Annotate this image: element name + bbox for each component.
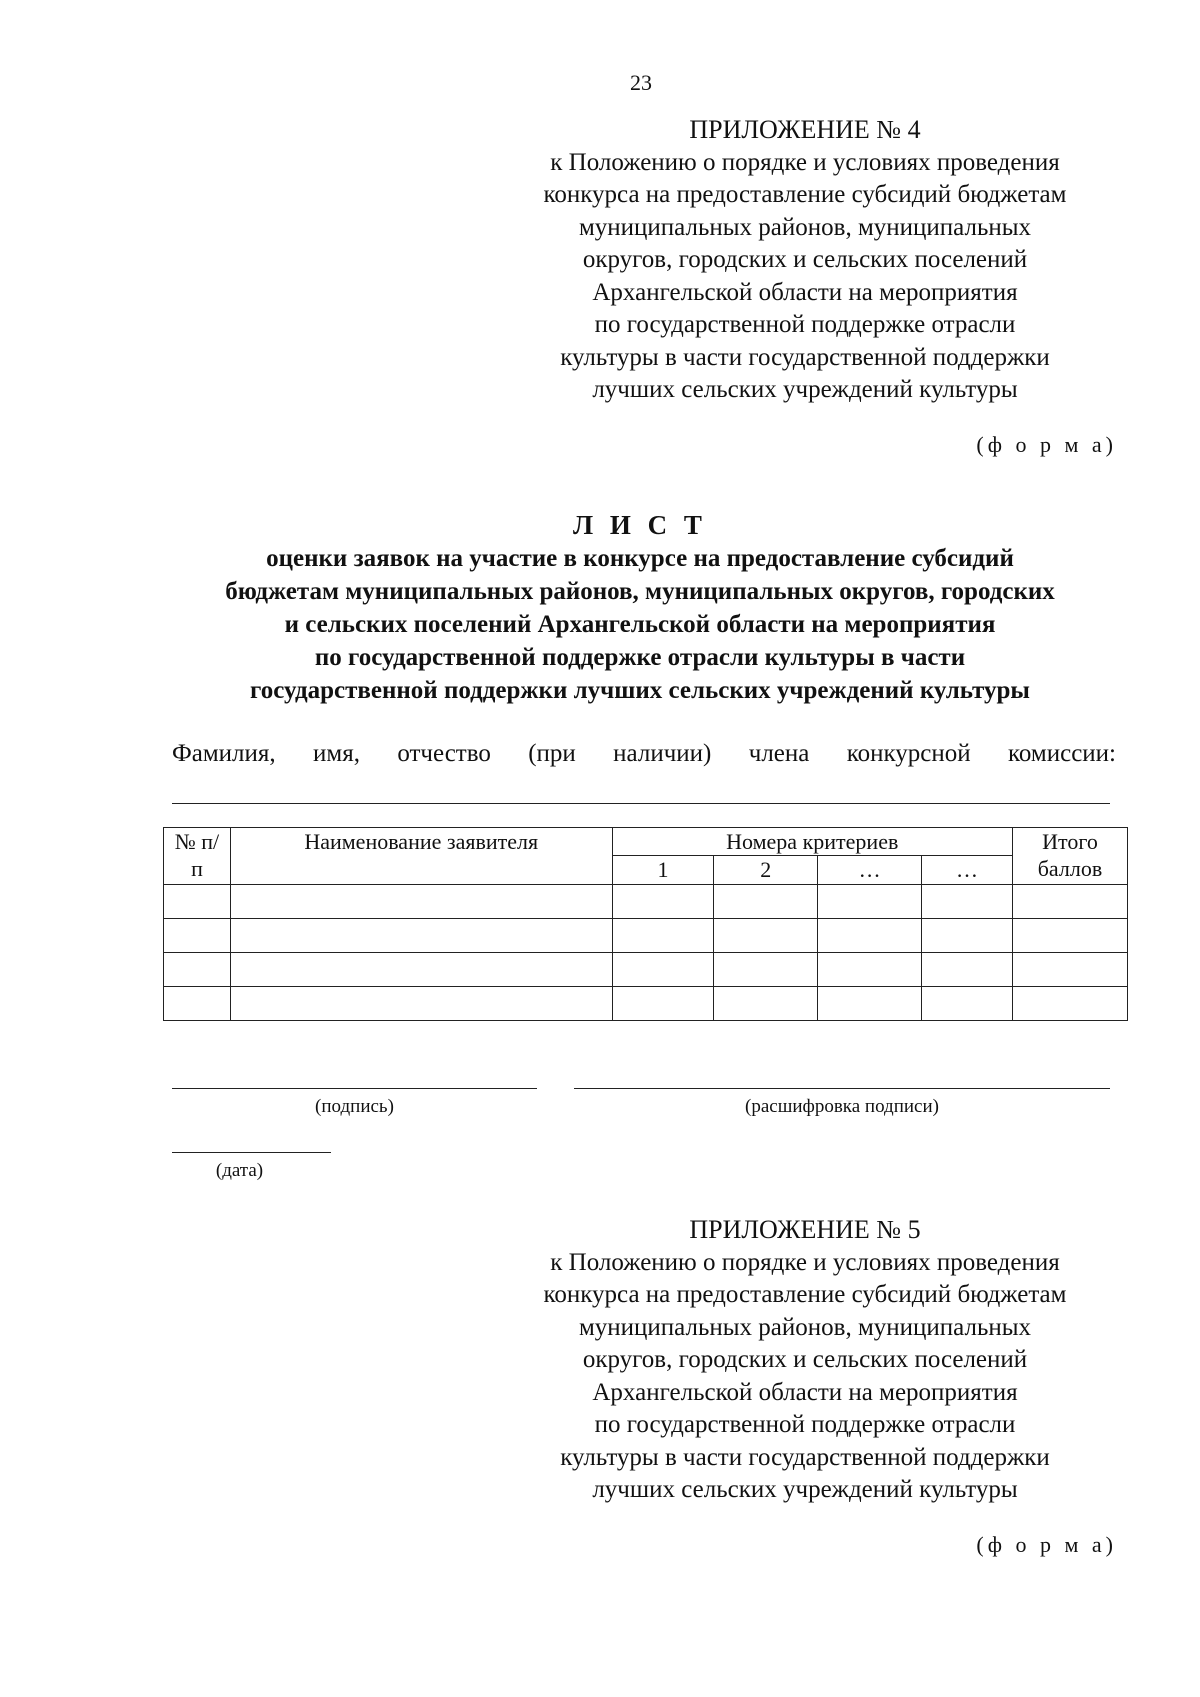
- scoring-table: [163, 827, 1128, 1021]
- sheet-subtitle-line: по государственной поддержке отрасли культуры в части: [314, 644, 966, 671]
- annex-title: ПРИЛОЖЕНИЕ № 5: [689, 1215, 921, 1244]
- table-cell: [612, 953, 714, 987]
- annex-line: округов, городских и сельских поселений: [582, 246, 1028, 273]
- header-number: № п/п: [164, 828, 231, 885]
- annex-line: по государственной поддержке отрасли: [594, 311, 1016, 338]
- signature-decoding-label: (расшифровка подписи): [745, 1096, 939, 1117]
- sheet-heading: [160, 509, 1120, 707]
- table-cell: [612, 919, 714, 953]
- annex-line: Архангельской области на мероприятия: [592, 1378, 1018, 1406]
- annex-5-header: [510, 1214, 1100, 1507]
- annex-line: Архангельской области на мероприятия: [592, 278, 1018, 306]
- annex-line: к Положению о порядке и условиях проведения: [550, 1248, 1060, 1276]
- annex-line: конкурса на предоставление субсидий бюджетам: [543, 1281, 1067, 1308]
- table-cell: [714, 919, 818, 953]
- table-cell: [612, 885, 714, 919]
- page-number: 23: [630, 70, 652, 95]
- table-cell: [714, 987, 818, 1021]
- criterion-number: …: [818, 856, 922, 885]
- table-cell: [164, 919, 231, 953]
- table-cell: [230, 987, 612, 1021]
- table-row: [164, 953, 1128, 987]
- table-cell: [922, 919, 1013, 953]
- criterion-number: 1: [612, 856, 714, 885]
- table-cell: [164, 885, 231, 919]
- signature-decoding-line: [574, 1088, 1110, 1089]
- table-cell: [714, 885, 818, 919]
- table-cell: [230, 953, 612, 987]
- commission-member-label: Фамилия, имя, отчество (при наличии) члена конкурсной комиссии:: [172, 740, 1116, 767]
- table-row: [164, 919, 1128, 953]
- table-cell: [230, 885, 612, 919]
- table-cell: [1012, 919, 1127, 953]
- table-cell: [1012, 953, 1127, 987]
- date-line: [172, 1152, 331, 1153]
- criterion-number: 2: [714, 856, 818, 885]
- table-cell: [1012, 885, 1127, 919]
- header-criteria: Номера критериев: [612, 828, 1012, 856]
- table-cell: [230, 919, 612, 953]
- annex-line: муниципальных районов, муниципальных: [578, 1313, 1032, 1341]
- sheet-subtitle-line: оценки заявок на участие в конкурсе на предоставление субсидий: [266, 545, 1014, 572]
- form-label: (ф о р м а): [976, 432, 1117, 457]
- table-cell: [818, 885, 922, 919]
- table-cell: [1012, 987, 1127, 1021]
- annex-line: по государственной поддержке отрасли: [594, 1411, 1016, 1438]
- table-cell: [818, 953, 922, 987]
- table-header-row: [164, 828, 1128, 856]
- table-row: [164, 987, 1128, 1021]
- annex-line: округов, городских и сельских поселений: [582, 1346, 1028, 1373]
- table-cell: [922, 953, 1013, 987]
- annex-4-header: [510, 114, 1100, 407]
- date-label: (дата): [215, 1160, 264, 1181]
- sheet-subtitle-line: и сельских поселений Архангельской области на мероприятия: [284, 611, 996, 638]
- table-row: [164, 885, 1128, 919]
- sheet-title: Л И С Т: [573, 510, 707, 540]
- table-cell: [922, 987, 1013, 1021]
- header-applicant-name: Наименование заявителя: [230, 828, 612, 885]
- table-cell: [818, 987, 922, 1021]
- signature-line: [172, 1088, 537, 1089]
- form-label: (ф о р м а): [976, 1532, 1117, 1557]
- annex-line: муниципальных районов, муниципальных: [578, 213, 1032, 241]
- table-cell: [818, 919, 922, 953]
- annex-line: культуры в части государственной поддержки: [560, 1443, 1050, 1471]
- annex-line: лучших сельских учреждений культуры: [592, 1476, 1018, 1503]
- annex-line: культуры в части государственной поддержки: [560, 343, 1050, 371]
- table-cell: [612, 987, 714, 1021]
- annex-line: конкурса на предоставление субсидий бюджетам: [543, 181, 1067, 208]
- table-cell: [164, 953, 231, 987]
- commission-member-fill-line: [172, 803, 1110, 804]
- criterion-number: …: [922, 856, 1013, 885]
- table-cell: [164, 987, 231, 1021]
- header-total: Итого баллов: [1012, 828, 1127, 885]
- sheet-subtitle-line: государственной поддержки лучших сельских учреждений культуры: [250, 677, 1030, 704]
- table-cell: [922, 885, 1013, 919]
- table-cell: [714, 953, 818, 987]
- sheet-subtitle-line: бюджетам муниципальных районов, муниципальных округов, городских: [225, 578, 1055, 605]
- annex-line: лучших сельских учреждений культуры: [592, 376, 1018, 403]
- annex-line: к Положению о порядке и условиях проведения: [550, 148, 1060, 176]
- signature-label: (подпись): [315, 1096, 394, 1117]
- annex-title: ПРИЛОЖЕНИЕ № 4: [689, 115, 921, 144]
